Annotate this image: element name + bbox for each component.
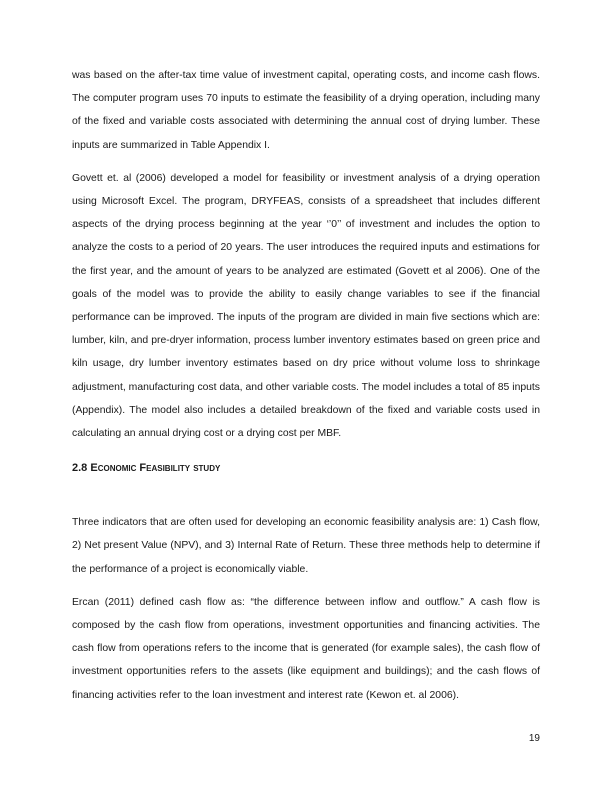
- page-number: 19: [528, 733, 540, 744]
- section-title: Economic Feasibility study: [90, 462, 221, 475]
- body-paragraph: was based on the after-tax time value of investment capital, operating costs, and income cash flows. The computer program uses 70 inputs to estimate the feasibility of a drying operation, including many of the fixed and variable costs associated with determining the annual cost of drying lumber. These inputs are summarized in Table Appendix I.: [72, 70, 540, 151]
- section-number: 2.8: [72, 462, 88, 475]
- body-paragraph: Three indicators that are often used for developing an economic feasibility analysis are: 1) Cash flow, 2) Net present Value (NPV), and 3) Internal Rate of Return. These three methods help to determine if the performance of a project is economically viable.: [72, 517, 540, 575]
- body-paragraph: Ercan (2011) defined cash flow as: “the difference between inflow and outflow.” A cash flow is composed by the cash flow from operations, investment opportunities and financing activities. The cash flow from operations refers to the income that is generated (for example sales), the cash flow of investment opportunities refers to the assets (like equipment and buildings); and the cash flows of financing activities refer to the loan investment and interest rate (Kewon et. al 2006).: [72, 596, 540, 701]
- section-heading: [72, 455, 540, 477]
- body-paragraph: Govett et. al (2006) developed a model for feasibility or investment analysis of a drying operation using Microsoft Excel. The program, DRYFEAS, consists of a spreadsheet that includes different aspects of the drying process beginning at the year ‘’0’’ of investment and includes the option to analyze the costs to a period of 20 years. The user introduces the required inputs and estimations for the first year, and the amount of years to be analyzed are estimated (Govett et al 2006). One of the goals of the model was to provide the ability to easily change variables to see if the financial performance can be improved. The inputs of the program are divided in main five sections which are: lumber, kiln, and pre-dryer information, process lumber inventory estimates based on green price and kiln usage, dry lumber inventory estimates based on dry price without volume loss to shrinkage adjustment, manufacturing cost data, and other variable costs. The model includes a total of 85 inputs (Appendix). The model also includes a detailed breakdown of the fixed and variable costs used in calculating an annual drying cost or a drying cost per MBF.: [72, 172, 540, 440]
- page-content: [72, 64, 540, 717]
